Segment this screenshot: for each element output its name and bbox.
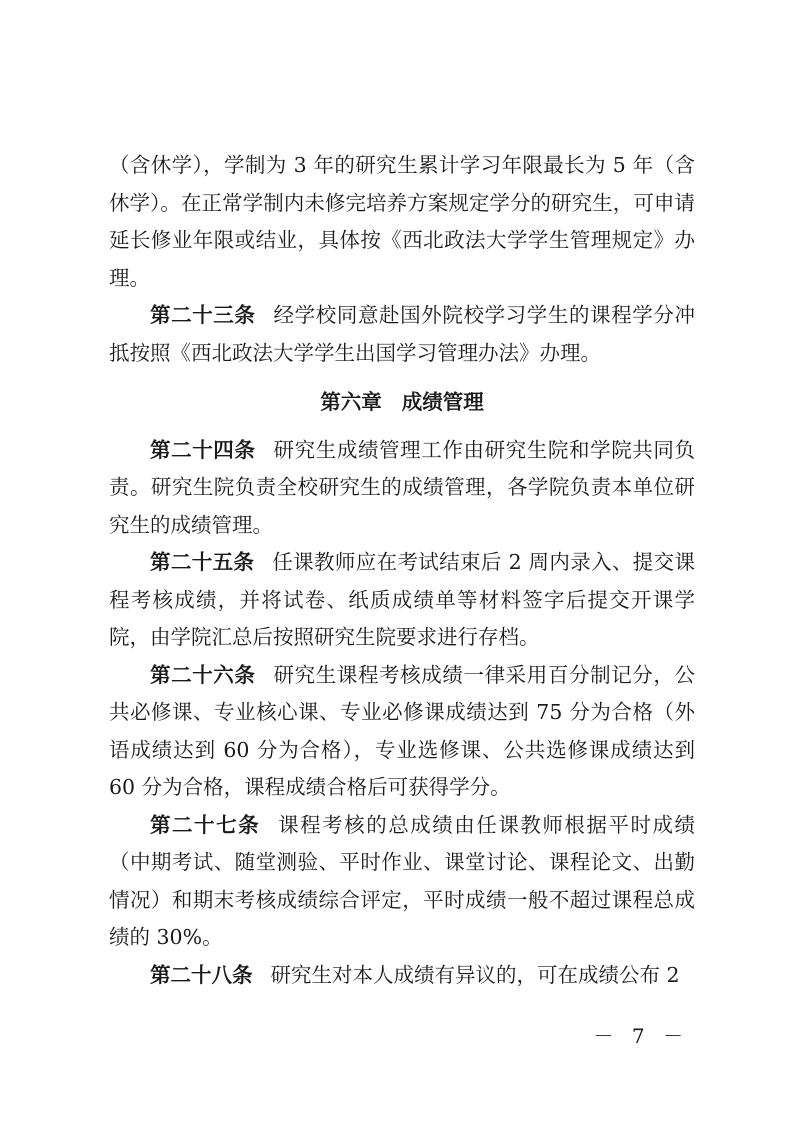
document-body xyxy=(109,147,695,994)
paragraph-text: 研究生成绩管理工作由研究生院和学院共同负责。研究生院负责全校研究生的成绩管理，各学院负责本单位研究生的成绩管理。 xyxy=(109,437,696,537)
article-number: 第二十三条 xyxy=(150,303,256,327)
article-25-paragraph xyxy=(109,544,695,657)
chapter-heading xyxy=(109,384,695,422)
article-28-paragraph xyxy=(109,957,695,995)
article-number: 第二十六条 xyxy=(150,662,256,687)
page-number: － 7 － xyxy=(593,1024,689,1048)
article-27-paragraph xyxy=(109,807,695,957)
article-number: 第二十八条 xyxy=(150,962,253,987)
article-26-paragraph xyxy=(109,657,695,807)
paragraph-text: （含休学），学制为 3 年的研究生累计学习年限最长为 5 年（含休学）。在正常学制内未修完培养方案规定学分的研究生，可申请延长修业年限或结业，具体按《西北政法大学学生管理规定》办理。 xyxy=(109,153,695,290)
paragraph-text: 研究生课程考核成绩一律采用百分制记分，公共必修课、专业核心课、专业必修课成绩达到 75 分为合格（外语成绩达到 60 分为合格），专业选修课、公共选修课成绩达到 60 分为合格，课程成绩合格后可获得学分。 xyxy=(109,662,696,799)
paragraph-text: 任课教师应在考试结束后 2 周内录入、提交课程考核成绩，并将试卷、纸质成绩单等材料签字后提交开课学院，由学院汇总后按照研究生院要求进行存档。 xyxy=(109,550,696,649)
paragraph-text: 经学校同意赴国外院校学习学生的课程学分冲抵按照《西北政法大学学生出国学习管理办法》办理。 xyxy=(109,303,696,365)
chapter-number: 第六章 xyxy=(320,390,382,414)
paragraph-continuation xyxy=(109,147,695,297)
article-number: 第二十四条 xyxy=(150,437,256,462)
article-23-paragraph xyxy=(109,297,695,372)
chapter-title: 成绩管理 xyxy=(401,390,484,414)
paragraph-text: 研究生对本人成绩有异议的，可在成绩公布 2 xyxy=(270,962,680,987)
article-number: 第二十五条 xyxy=(150,550,255,574)
article-24-paragraph xyxy=(109,432,695,545)
article-number: 第二十七条 xyxy=(150,812,261,837)
paragraph-text: 课程考核的总成绩由任课教师根据平时成绩（中期考试、随堂测验、平时作业、课堂讨论、课程论文、出勤情况）和期末考核成绩综合评定，平时成绩一般不超过课程总成绩的 30%。 xyxy=(109,812,695,949)
